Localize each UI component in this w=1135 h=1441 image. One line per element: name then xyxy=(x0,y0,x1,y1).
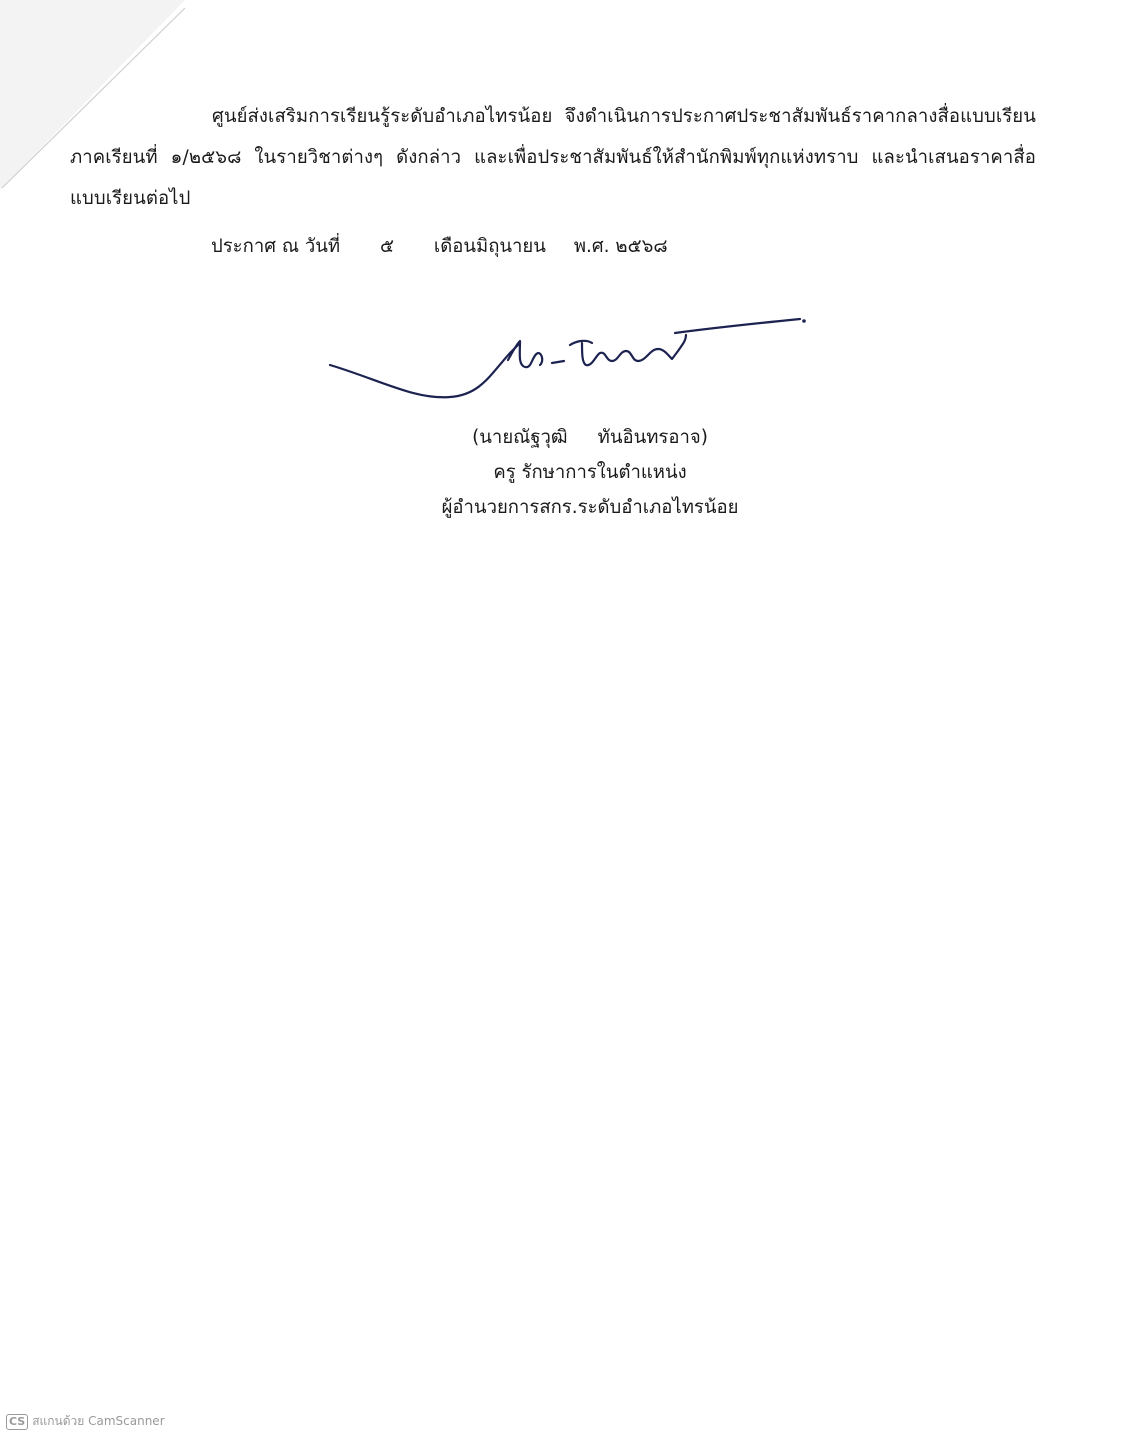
date-day: ๕ xyxy=(380,236,395,257)
body-paragraph xyxy=(70,96,1036,219)
date-month: เดือนมิถุนายน xyxy=(433,236,546,257)
signer-block xyxy=(400,420,780,525)
signer-position: ครู รักษาการในตำแหน่ง xyxy=(493,462,687,483)
body-line-1: ศูนย์ส่งเสริมการเรียนรู้ระดับอำเภอไทรน้อย จึงดำเนินการประกาศประชาสัมพันธ์ราคากลางสื่อแบบเรียน xyxy=(212,106,1036,127)
body-line-3: แบบเรียนต่อไป xyxy=(70,188,191,209)
signer-name-close: ทันอินทรอาจ) xyxy=(597,427,708,448)
signer-name xyxy=(400,420,780,455)
camscanner-watermark xyxy=(6,1412,165,1431)
date-year: พ.ศ. ๒๕๖๘ xyxy=(573,236,668,257)
date-prefix: ประกาศ ณ วันที่ xyxy=(211,236,341,257)
body-line-2: ภาคเรียนที่ ๑/๒๕๖๘ ในรายวิชาต่างๆ ดังกล่าว และเพื่อประชาสัมพันธ์ให้สำนักพิมพ์ทุกแห่งทราบ และนำเสนอราคาสื่อ xyxy=(70,147,1036,168)
signer-title: ผู้อำนวยการสกร.ระดับอำเภอไทรน้อย xyxy=(441,497,739,518)
signer-name-open: (นายณัฐวุฒิ xyxy=(472,427,568,448)
camscanner-text: สแกนด้วย CamScanner xyxy=(32,1414,165,1428)
handwritten-signature xyxy=(320,305,820,415)
announcement-date xyxy=(211,232,668,261)
camscanner-logo-icon: CS xyxy=(6,1414,28,1430)
